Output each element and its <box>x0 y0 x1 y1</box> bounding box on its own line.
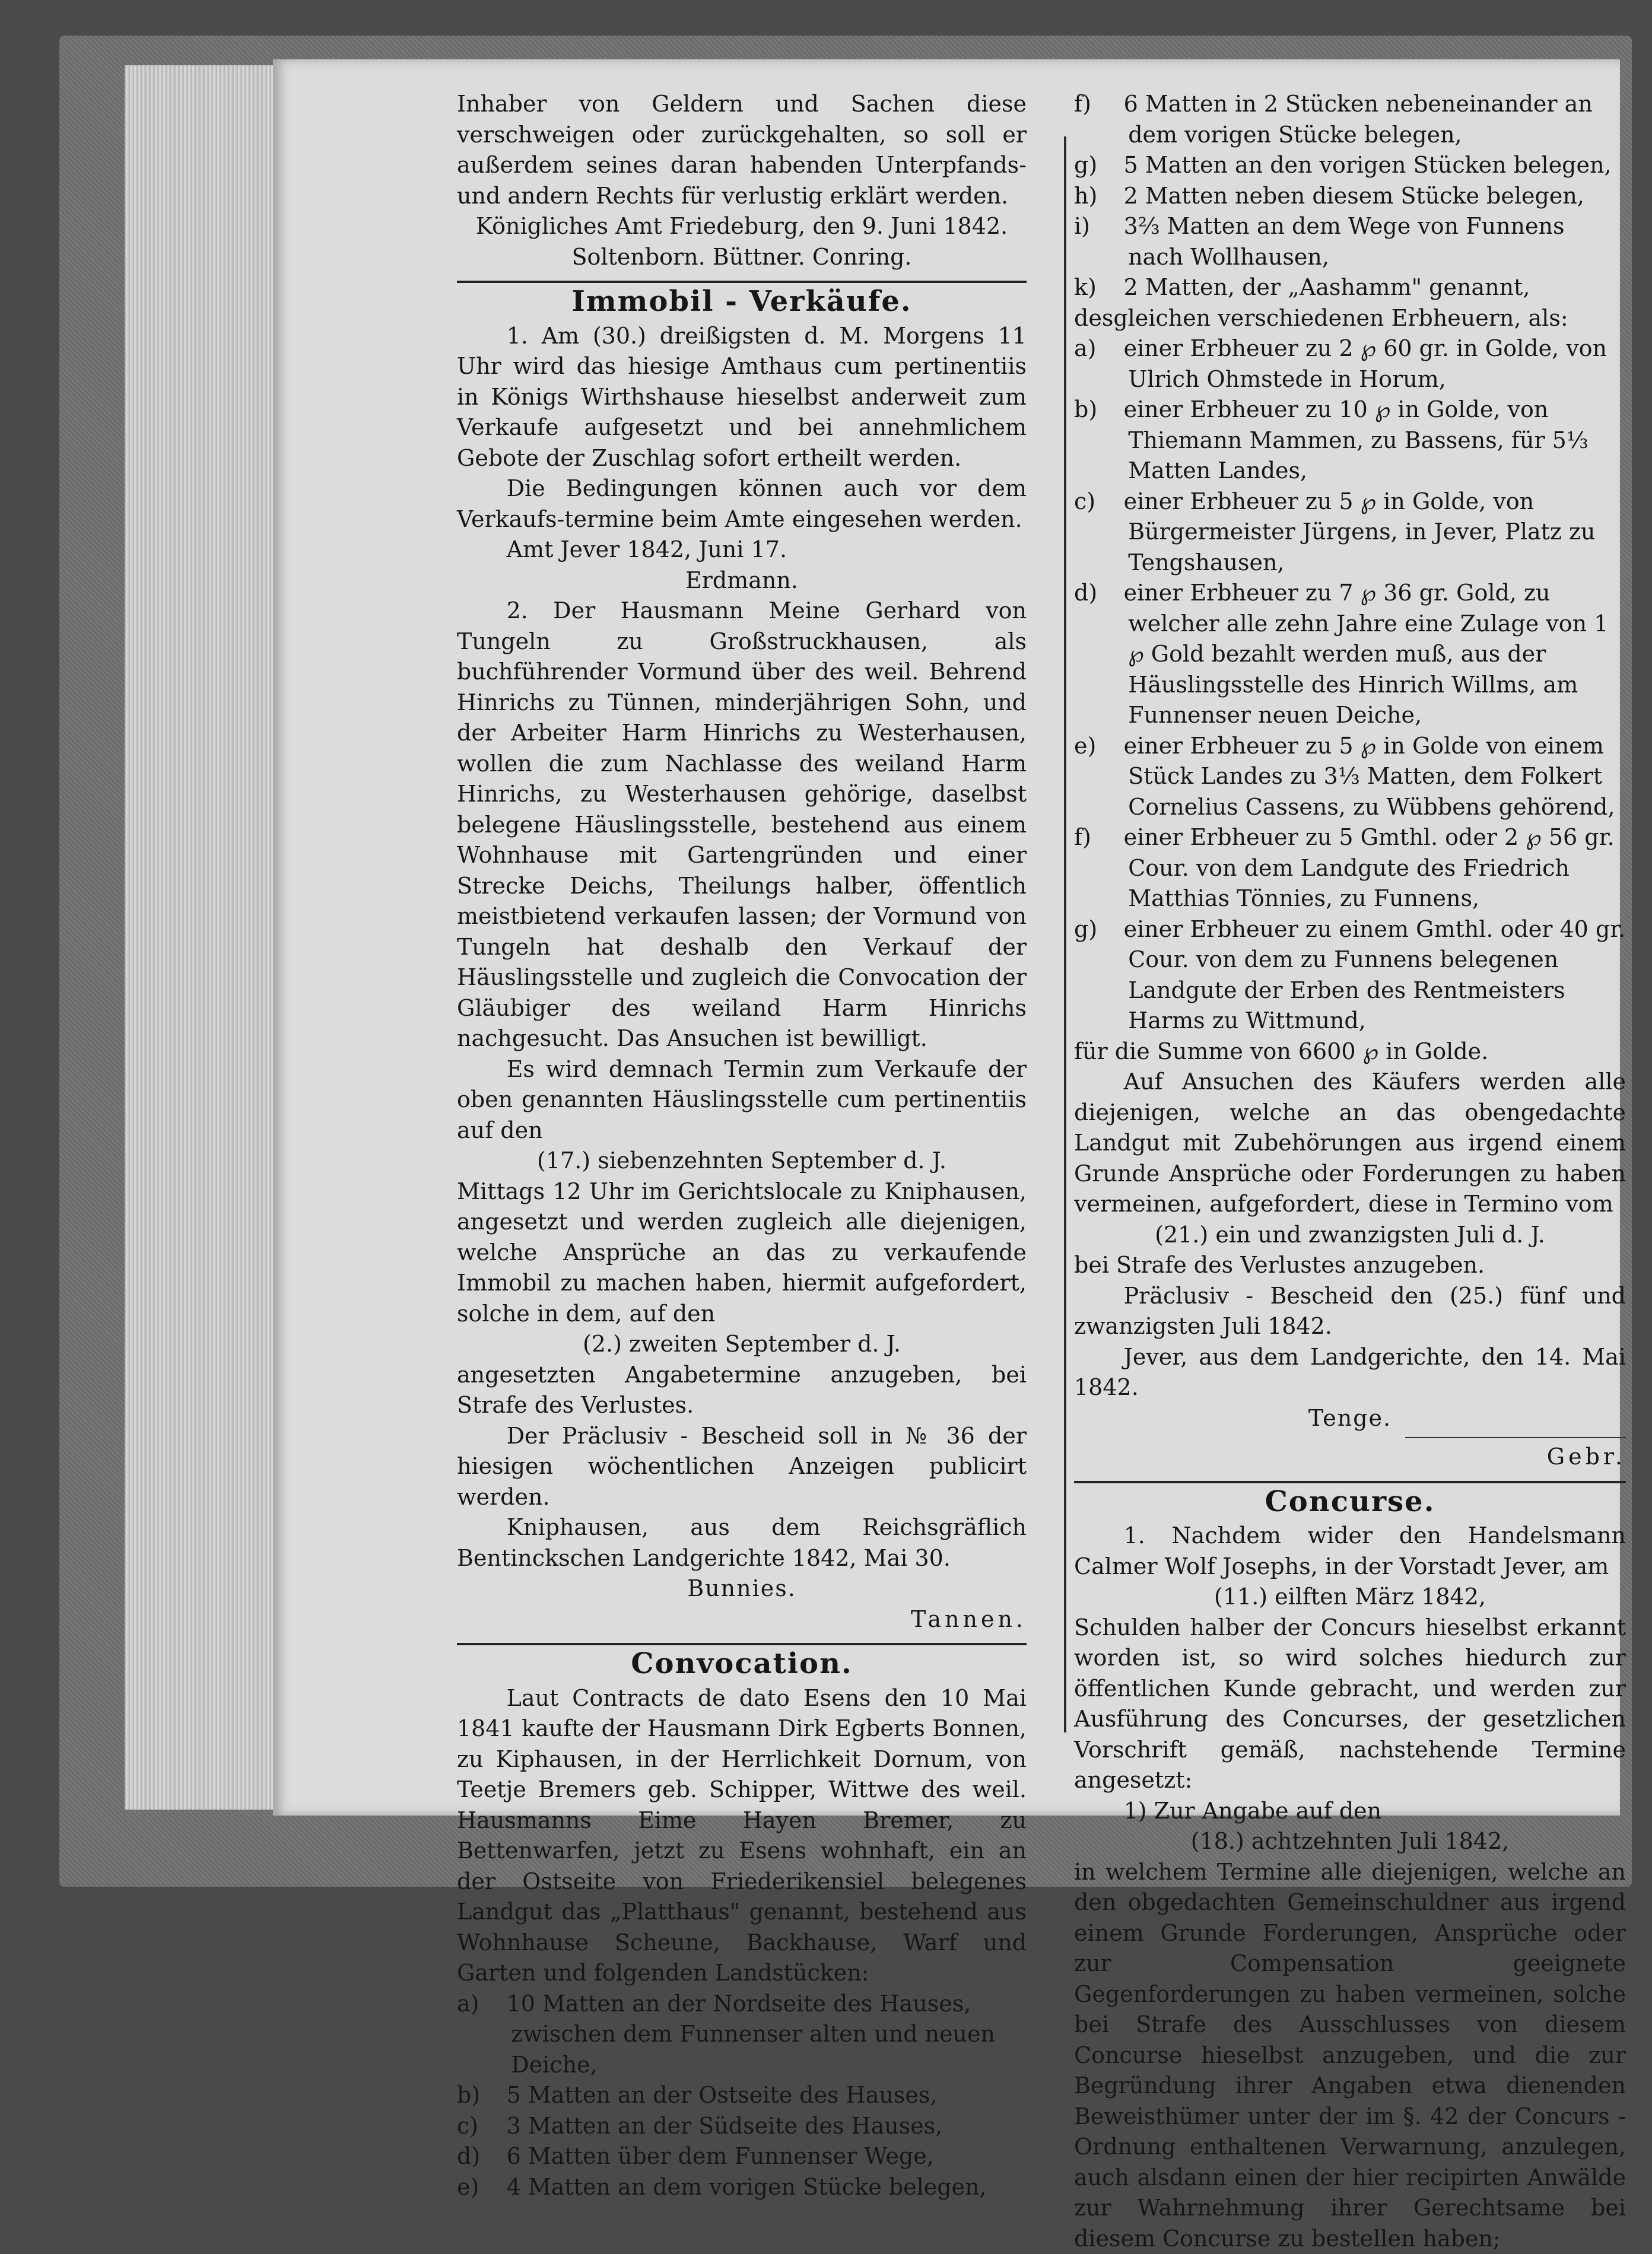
immobil-item-2-praeclusiv: Der Präclusiv - Bescheid soll in № 36 der hiesigen wöchentlichen Anzeigen publicirt werden. <box>457 1421 1027 1513</box>
immobil-item-2-date-1: (17.) siebenzehnten September d. J. <box>457 1146 1027 1177</box>
signature-rule <box>1405 1437 1626 1438</box>
ansuchen-text: Auf Ansuchen des Käufers werden alle diejenigen, welche an das obengedachte Landgut mit Zubehörungen aus irgend einem Grunde Ansprüche oder Forderungen zu haben vermeinen, aufgefordert, diese in Termino vom <box>1074 1067 1626 1220</box>
list-item <box>457 2172 1027 2203</box>
list-item <box>457 2111 1027 2142</box>
list-item-text: einer Erbheuer zu 2 ℘ 60 gr. in Golde, von Ulrich Ohmstede in Horum, <box>1124 335 1607 392</box>
list-marker: c) <box>1074 487 1124 517</box>
intro-text: Inhaber von Geldern und Sachen diese verschweigen oder zurückgehalten, so soll er außerdem seines daran habenden Unterpfands- und andern Rechts für verlustig erklärt werden. <box>457 89 1027 211</box>
concurse-text-2: Schulden halber der Concurs hieselbst erkannt worden ist, so wird solches hiedurch zur öffentlichen Kunde gebracht, und werden zur Ausführung des Concurses, der gesetzlichen Vorschrift gemäß, nachstehende Termine angesetzt: <box>1074 1613 1626 1796</box>
list-item-text: 3⅔ Matten an dem Wege von Funnens nach Wollhausen, <box>1124 213 1565 270</box>
convocation-heading: Convocation. <box>457 1649 1027 1680</box>
list-item-text: 6 Matten über dem Funnenser Wege, <box>507 2143 934 2169</box>
list-item-text: 5 Matten an den vorigen Stücken belegen, <box>1124 152 1612 178</box>
list-item <box>1074 487 1626 578</box>
list-marker: b) <box>457 2080 507 2111</box>
list-item-text: einer Erbheuer zu 10 ℘ in Golde, von Thiemann Mammen, zu Bassens, für 5⅓ Matten Landes, <box>1124 396 1589 484</box>
list-marker: i) <box>1074 211 1124 242</box>
list-item-text: 3 Matten an der Südseite des Hauses, <box>507 2113 943 2139</box>
intro-signatures: Soltenborn. Büttner. Conring. <box>457 242 1027 273</box>
list-item-text: 2 Matten neben diesem Stücke belegen, <box>1124 183 1584 209</box>
list-item-text: einer Erbheuer zu 5 ℘ in Golde, von Bürgermeister Jürgens, in Jever, Platz zu Tengshausen, <box>1124 488 1596 576</box>
list-marker: d) <box>457 2141 507 2172</box>
landgericht-place: Jever, aus dem Landgerichte, den 14. Mai 1842. <box>1074 1342 1626 1403</box>
list-item-text: einer Erbheuer zu 7 ℘ 36 gr. Gold, zu welcher alle zehn Jahre eine Zulage von 1 ℘ Gold bezahlt werden muß, aus der Häuslingsstelle des Hinrich Willms, am Funnenser neuen Deiche, <box>1124 580 1609 728</box>
concurse-date-1: (11.) eilften März 1842, <box>1074 1582 1626 1613</box>
ansuchen-date: (21.) ein und zwanzigsten Juli d. J. <box>1074 1220 1626 1251</box>
erbheuer-list <box>1074 333 1626 1037</box>
list-item-text: 6 Matten in 2 Stücken nebeneinander an dem vorigen Stücke belegen, <box>1124 91 1593 148</box>
list-item <box>1074 395 1626 487</box>
list-item <box>1074 822 1626 914</box>
immobil-item-1-conditions: Die Bedingungen können auch vor dem Verkaufs-termine beim Amte eingesehen werden. <box>457 473 1027 535</box>
concurse-date-2: (18.) achtzehnten Juli 1842, <box>1074 1826 1626 1857</box>
convocation-text: Laut Contracts de dato Esens den 10 Mai 1841 kaufte der Hausmann Dirk Egberts Bonnen, zu Kiphausen, in der Herrlichkeit Dornum, von Teetje Bremers geb. Schipper, Wittwe des weil. Hausmanns Eime Hayen Bremer, zu Bettenwarfen, jetzt zu Esens wohnhaft, ein an der Ostseite von Friederikensiel belegenes Landgut das „Platthaus" genannt, bestehend aus Wohnhause Scheune, Backhause, Warf und Garten und folgenden Landstücken: <box>457 1683 1027 1989</box>
list-item-text: einer Erbheuer zu 5 Gmthl. oder 2 ℘ 56 gr. Cour. von dem Landgute des Friedrich Matthias Tönnies, zu Funnens, <box>1124 824 1615 911</box>
convocation-land-list-continued <box>1074 89 1626 303</box>
list-item-text: 10 Matten an der Nordseite des Hauses, zwischen dem Funnenser alten und neuen Deiche, <box>507 1991 995 2078</box>
list-marker: a) <box>1074 333 1124 364</box>
immobil-heading: Immobil - Verkäufe. <box>457 287 1027 317</box>
concurse-heading: Concurse. <box>1074 1487 1626 1518</box>
concurse-text-3: in welchem Termine alle diejenigen, welche an den obgedachten Gemeinschuldner aus irgend einem Grunde Forderungen, Ansprüche oder zur Compensation geeignete Gegenforderungen zu haben vermeinen, solche bei Strafe des Ausschlusses von diesem Concurse hieselbst anzugeben, und die zur Begründung ihrer Angaben etwa dienenden Beweisthümer unter der im §. 42 der Concurs - Ordnung enthaltenen Verwarnung, anzulegen, auch alsdann einen der hier recipirten Anwälde zur Wahrnehmung ihrer Gerechtsame bei diesem Concurse zu bestellen haben; <box>1074 1857 1626 2254</box>
list-marker: f) <box>1074 89 1124 120</box>
signature-gebr: Gebr. <box>1074 1442 1626 1473</box>
page-edges <box>125 65 279 1810</box>
section-rule <box>457 281 1027 283</box>
immobil-item-2-text-3: angesetzten Angabetermine anzugeben, bei Strafe des Verlustes. <box>457 1360 1027 1421</box>
intro-place-date: Königliches Amt Friedeburg, den 9. Juni 1842. <box>457 211 1027 242</box>
immobil-item-2-date-2: (2.) zweiten September d. J. <box>457 1329 1027 1360</box>
list-item <box>1074 914 1626 1037</box>
right-column <box>1074 89 1626 2254</box>
list-item-text: einer Erbheuer zu 5 ℘ in Golde von einem Stück Landes zu 3⅓ Matten, dem Folkert Cornelius Cassens, zu Wübbens gehörend, <box>1124 733 1615 820</box>
immobil-item-2-place: Kniphausen, aus dem Reichsgräflich Bentinckschen Landgerichte 1842, Mai 30. <box>457 1512 1027 1573</box>
concurse-sub-1: 1) Zur Angabe auf den <box>1074 1796 1626 1827</box>
list-item <box>1074 578 1626 731</box>
list-item <box>1074 272 1626 303</box>
list-item-text: einer Erbheuer zu einem Gmthl. oder 40 gr. Cour. von dem zu Funnens belegenen Landgute der Erben des Rentmeisters Harms zu Wittmund, <box>1124 916 1626 1034</box>
list-marker: g) <box>1074 150 1124 181</box>
praeclusiv-text: Präclusiv - Bescheid den (25.) fünf und zwanzigsten Juli 1842. <box>1074 1281 1626 1342</box>
list-item-text: 4 Matten an dem vorigen Stücke belegen, <box>507 2174 987 2200</box>
immobil-item-1-signature: Erdmann. <box>457 565 1027 596</box>
list-item <box>1074 211 1626 272</box>
list-item <box>1074 89 1626 150</box>
immobil-item-2-termin: Es wird demnach Termin zum Verkaufe der oben genannten Häuslingsstelle cum pertinentiis auf den <box>457 1054 1027 1146</box>
signature-tenge: Tenge. <box>1074 1403 1626 1434</box>
list-marker: h) <box>1074 181 1124 212</box>
list-item <box>457 2080 1027 2111</box>
section-rule <box>457 1643 1027 1645</box>
left-column <box>457 89 1027 2202</box>
immobil-item-2: 2. Der Hausmann Meine Gerhard von Tungeln zu Großstruckhausen, als buchführender Vormund über des weil. Behrend Hinrichs zu Tünnen, minderjährigen Sohn, und der Arbeiter Harm Hinrichs zu Westerhausen, wollen die zum Nachlasse des weiland Harm Hinrichs, zu Westerhausen gehörige, daselbst belegene Häuslingsstelle, bestehend aus einem Wohnhause mit Gartengründen und einer Strecke Deichs, Theilungs halber, öffentlich meistbietend verkaufen lassen; der Vormund von Tungeln hat deshalb den Verkauf der Häuslingsstelle und zugleich die Convocation der Gläubiger des weiland Harm Hinrichs nachgesucht. Das Ansuchen ist bewilligt. <box>457 596 1027 1054</box>
immobil-item-2-text-2: Mittags 12 Uhr im Gerichtslocale zu Kniphausen, angesetzt und werden zugleich alle diejenigen, welche Ansprüche an das zu verkaufende Immobil zu machen haben, hiermit aufgefordert, solche in dem, auf den <box>457 1177 1027 1330</box>
immobil-item-1-place: Amt Jever 1842, Juni 17. <box>457 535 1027 565</box>
list-marker: d) <box>1074 578 1124 609</box>
list-item-text: 2 Matten, der „Aashamm" genannt, <box>1124 274 1530 300</box>
list-marker: e) <box>457 2172 507 2203</box>
list-marker: e) <box>1074 731 1124 762</box>
list-item <box>457 2141 1027 2172</box>
list-marker: f) <box>1074 822 1124 853</box>
list-item <box>1074 731 1626 823</box>
convocation-land-list <box>457 1989 1027 2203</box>
list-marker: g) <box>1074 914 1124 945</box>
summe-text: für die Summe von 6600 ℘ in Golde. <box>1074 1037 1626 1067</box>
immobil-item-2-signature-2: Tannen. <box>457 1604 1027 1635</box>
section-rule <box>1074 1481 1626 1483</box>
erbheuer-intro: desgleichen verschiedenen Erbheuern, als: <box>1074 303 1626 334</box>
ansuchen-end: bei Strafe des Verlustes anzugeben. <box>1074 1250 1626 1281</box>
list-item-text: 5 Matten an der Ostseite des Hauses, <box>507 2082 938 2108</box>
immobil-item-2-signature-1: Bunnies. <box>457 1573 1027 1604</box>
column-divider <box>1064 136 1066 1732</box>
list-item <box>1074 181 1626 212</box>
immobil-item-1: 1. Am (30.) dreißigsten d. M. Morgens 11 Uhr wird das hiesige Amthaus cum pertinentiis in Königs Wirthshause hieselbst anderweit zum Verkaufe aufgesetzt und bei annehmlichem Gebote der Zuschlag sofort ertheilt werden. <box>457 321 1027 474</box>
list-marker: c) <box>457 2111 507 2142</box>
list-item <box>1074 150 1626 181</box>
list-marker: b) <box>1074 395 1124 425</box>
concurse-text-1: 1. Nachdem wider den Handelsmann Calmer Wolf Josephs, in der Vorstadt Jever, am <box>1074 1521 1626 1582</box>
list-marker: k) <box>1074 272 1124 303</box>
list-item <box>1074 333 1626 395</box>
list-marker: a) <box>457 1989 507 2020</box>
list-item <box>457 1989 1027 2081</box>
